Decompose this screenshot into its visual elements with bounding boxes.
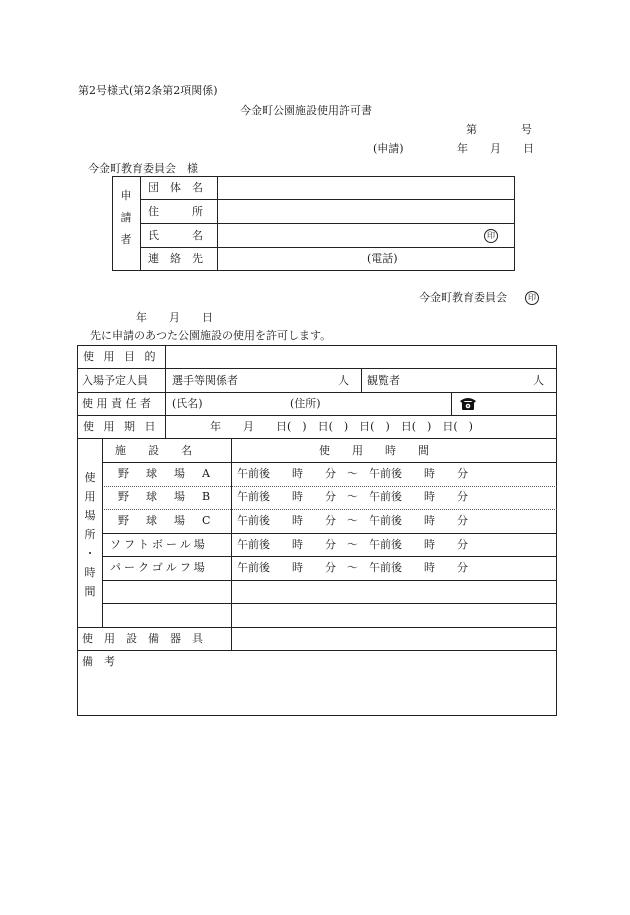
facility-time[interactable]: 午前後 時 分 ～ 午前後 時 分 [237, 538, 468, 551]
addressee: 今金町教育委員会 様 [88, 162, 198, 175]
facility-name: 野 球 場 C [118, 514, 214, 527]
issuer-seal-icon: 印 [525, 291, 539, 305]
facility-name-header: 施 設 名 [115, 444, 192, 457]
equipment-label: 使 用 設 備 器 具 [82, 632, 203, 645]
responsible-name-label: (氏名) [172, 397, 203, 410]
facility-name: ソフトボール場 [110, 538, 208, 551]
facility-time[interactable]: 午前後 時 分 ～ 午前後 時 分 [237, 467, 468, 480]
participants-label: 選手等関係者 [172, 374, 238, 387]
place-time-side-label: 使 用 場 所 ・ 時 間 [84, 471, 96, 598]
responsible-person-label: 使 用 責 任 者 [82, 397, 151, 410]
usage-purpose-label: 使 用 目 的 [83, 350, 159, 363]
participants-unit: 人 [338, 374, 349, 387]
issue-date: 年 月 日 [136, 311, 213, 324]
usage-period-label: 使 用 期 日 [83, 420, 159, 433]
facility-time[interactable]: 午前後 時 分 ～ 午前後 時 分 [237, 490, 468, 503]
spectators-label: 観覧者 [367, 374, 400, 387]
remarks-label: 備 考 [82, 655, 115, 668]
facility-name: 野 球 場 B [118, 490, 214, 503]
page-title: 今金町公園施設使用許可書 [240, 104, 372, 117]
facility-name: パークゴルフ場 [110, 561, 208, 574]
contact-label: 連 絡 先 [148, 252, 203, 265]
spectators-unit: 人 [533, 374, 544, 387]
application-date: 年 月 日 [457, 142, 534, 155]
facility-name: 野 球 場 A [118, 467, 213, 480]
address-label: 住 所 [148, 205, 203, 218]
usage-period-dates[interactable]: 年 月 日( ) 日( ) 日( ) 日( ) 日( ) [210, 420, 473, 433]
application-label: (申請) [373, 142, 404, 155]
document-number-label: 第 号 [466, 123, 532, 136]
applicant-side-label: 申 請 者 [120, 189, 132, 246]
issuer-name: 今金町教育委員会 [419, 291, 507, 304]
permission-statement: 先に申請のあつた公園施設の使用を許可します。 [90, 329, 332, 342]
contact-phone-field[interactable]: (電話) [367, 252, 398, 265]
form-number: 第2号様式(第2条第2項関係) [78, 84, 218, 97]
name-label: 氏 名 [148, 229, 203, 242]
usage-time-header: 使 用 時 間 [319, 444, 429, 457]
group-name-label: 団 体 名 [148, 181, 203, 194]
responsible-address-label: (住所) [290, 397, 321, 410]
applicant-seal-icon: 印 [484, 229, 498, 243]
telephone-icon [459, 396, 477, 414]
expected-attendance-label: 入場予定人員 [82, 374, 148, 387]
facility-time[interactable]: 午前後 時 分 ～ 午前後 時 分 [237, 514, 468, 527]
facility-time[interactable]: 午前後 時 分 ～ 午前後 時 分 [237, 561, 468, 574]
